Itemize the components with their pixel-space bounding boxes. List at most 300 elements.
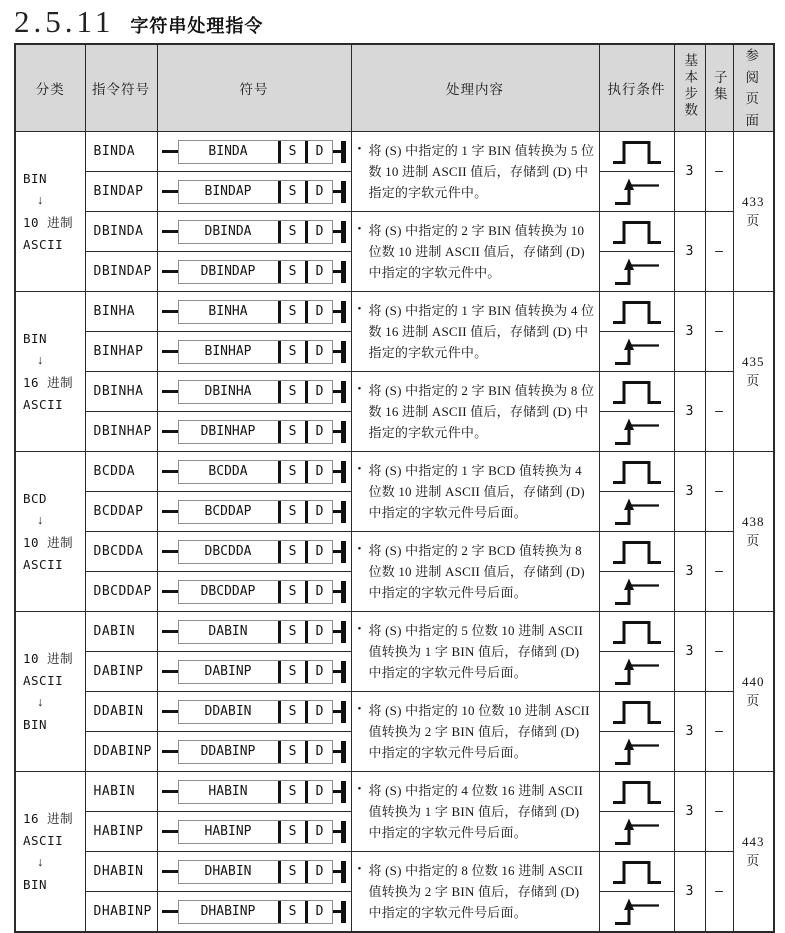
- steps-cell: 3: [674, 132, 705, 212]
- table-row: [15, 212, 774, 252]
- category-cell: [15, 132, 85, 292]
- bullet-marker: •: [357, 223, 362, 236]
- wire-left: [162, 710, 178, 713]
- instruction-name: DHABINP: [93, 904, 152, 920]
- symbol-cell: [157, 732, 351, 772]
- symbol-cell: [157, 652, 351, 692]
- instruction-box-label: DABIN: [208, 624, 248, 640]
- operand-s-cell: S: [278, 421, 305, 443]
- instruction-name-cell: [85, 492, 157, 532]
- symbol-cell: [157, 292, 351, 332]
- category-line: ASCII: [23, 396, 64, 412]
- bullet-marker: •: [357, 543, 362, 556]
- col-header-exec-condition: [599, 44, 674, 132]
- category-line: 10 进制: [23, 214, 74, 230]
- col-header-ref-page-label: 参阅页面: [745, 48, 761, 128]
- pulse-waveform-icon: [609, 697, 665, 727]
- wire-left: [162, 790, 178, 793]
- instruction-name-cell: [85, 692, 157, 732]
- wire-right: [333, 590, 341, 593]
- operand-s-cell: S: [278, 181, 305, 203]
- operand-d-cell: D: [305, 461, 332, 483]
- exec-condition-cell: [599, 892, 674, 932]
- instruction-box-label: DHABINP: [200, 904, 256, 920]
- instruction-name: BCDDA: [93, 464, 136, 480]
- ladder-symbol: [158, 220, 351, 244]
- section-title: 字符串处理指令: [130, 16, 264, 36]
- wire-left: [162, 150, 178, 153]
- wire-right: [333, 470, 341, 473]
- category-line: BIN: [23, 331, 48, 347]
- category-line: ↓: [37, 353, 44, 367]
- content-text-block: [358, 300, 595, 363]
- exec-condition-cell: [599, 172, 674, 212]
- instruction-name: BINDA: [93, 144, 136, 160]
- operand-s-cell: S: [278, 581, 305, 603]
- exec-condition-cell: [599, 492, 674, 532]
- category-line: BCD: [23, 491, 48, 507]
- right-rail: [341, 381, 346, 403]
- symbol-cell: [157, 492, 351, 532]
- wire-right: [333, 510, 341, 513]
- instruction-name-cell: [85, 652, 157, 692]
- operand-d-cell: D: [305, 901, 332, 923]
- subset-cell: –: [705, 372, 733, 452]
- instruction-name-cell: [85, 732, 157, 772]
- content-cell: [351, 692, 599, 772]
- category-line: 10 进制: [23, 534, 74, 550]
- rising-edge-icon: [609, 897, 665, 927]
- ref-page-cell: 433 页: [733, 132, 774, 292]
- instruction-box-label: BCDDAP: [204, 504, 252, 520]
- ref-page-cell: 438 页: [733, 452, 774, 612]
- instruction-box-label: HABIN: [208, 784, 248, 800]
- exec-condition-cell: [599, 772, 674, 812]
- operand-d-cell: D: [305, 701, 332, 723]
- symbol-cell: [157, 412, 351, 452]
- instruction-box: [178, 820, 333, 844]
- wire-right: [333, 910, 341, 913]
- pulse-waveform-icon: [609, 617, 665, 647]
- operand-s-cell: S: [278, 741, 305, 763]
- instruction-name-cell: [85, 772, 157, 812]
- bullet-marker: •: [357, 623, 362, 636]
- instruction-box-label: BINHA: [208, 304, 248, 320]
- rising-edge-icon: [609, 417, 665, 447]
- content-cell: [351, 852, 599, 932]
- ladder-symbol: [158, 820, 351, 844]
- wire-right: [333, 230, 341, 233]
- exec-condition-cell: [599, 812, 674, 852]
- instruction-name: DDABINP: [93, 744, 152, 760]
- content-text: 将 (S) 中指定的 2 字 BIN 值转换为 8 位数 16 进制 ASCII 值后，存储到 (D) 中指定的字软元件中。: [368, 383, 595, 441]
- right-rail: [341, 301, 346, 323]
- operand-d-cell: D: [305, 301, 332, 323]
- subset-cell: –: [705, 772, 733, 852]
- steps-cell: 3: [674, 852, 705, 932]
- operand-d-cell: D: [305, 741, 332, 763]
- ladder-symbol: [158, 140, 351, 164]
- exec-condition-cell: [599, 132, 674, 172]
- content-text-block: [358, 780, 595, 843]
- bullet-marker: •: [357, 783, 362, 796]
- operand-s-cell: S: [278, 381, 305, 403]
- symbol-cell: [157, 252, 351, 292]
- subset-cell: –: [705, 212, 733, 292]
- table-row: [15, 692, 774, 732]
- content-cell: [351, 612, 599, 692]
- instruction-name: DDABIN: [93, 704, 144, 720]
- instruction-box: [178, 180, 333, 204]
- content-cell: [351, 292, 599, 372]
- content-cell: [351, 372, 599, 452]
- operand-d-cell: D: [305, 381, 332, 403]
- operand-s-cell: S: [278, 821, 305, 843]
- operand-s-cell: S: [278, 661, 305, 683]
- wire-left: [162, 310, 178, 313]
- symbol-cell: [157, 572, 351, 612]
- col-header-content: [351, 44, 599, 132]
- bullet-marker: •: [357, 703, 362, 716]
- table-row: [15, 372, 774, 412]
- wire-left: [162, 230, 178, 233]
- operand-s-cell: S: [278, 541, 305, 563]
- instruction-box: [178, 860, 333, 884]
- wire-left: [162, 470, 178, 473]
- exec-condition-cell: [599, 292, 674, 332]
- operand-s-cell: S: [278, 501, 305, 523]
- operand-s-cell: S: [278, 781, 305, 803]
- col-header-basic-steps-label: 基本步数: [682, 53, 698, 120]
- right-rail: [341, 621, 346, 643]
- instruction-name-cell: [85, 172, 157, 212]
- pulse-waveform-icon: [609, 857, 665, 887]
- content-text: 将 (S) 中指定的 1 字 BCD 值转换为 4 位数 10 进制 ASCII 值后，存储到 (D) 中指定的字软元件号后面。: [368, 463, 585, 521]
- content-text-block: [358, 220, 595, 283]
- content-text: 将 (S) 中指定的 1 字 BIN 值转换为 5 位数 10 进制 ASCII 值后，存储到 (D) 中指定的字软元件中。: [368, 143, 595, 201]
- right-rail: [341, 421, 346, 443]
- right-rail: [341, 501, 346, 523]
- wire-left: [162, 350, 178, 353]
- operand-s-cell: S: [278, 341, 305, 363]
- wire-right: [333, 870, 341, 873]
- content-text: 将 (S) 中指定的 2 字 BIN 值转换为 10 位数 10 进制 ASCII 值后，存储到 (D) 中指定的字软元件中。: [368, 223, 585, 281]
- operand-s-cell: S: [278, 261, 305, 283]
- rising-edge-icon: [609, 817, 665, 847]
- instruction-box: [178, 340, 333, 364]
- instruction-box-label: DABINP: [204, 664, 252, 680]
- ladder-symbol: [158, 500, 351, 524]
- exec-condition-cell: [599, 652, 674, 692]
- exec-condition-cell: [599, 452, 674, 492]
- ladder-symbol: [158, 620, 351, 644]
- symbol-cell: [157, 612, 351, 652]
- pulse-waveform-icon: [609, 537, 665, 567]
- instruction-box-label: DDABINP: [200, 744, 256, 760]
- operand-d-cell: D: [305, 781, 332, 803]
- instruction-box-label: DBCDDA: [204, 544, 252, 560]
- category-cell: [15, 772, 85, 932]
- category-line: ↓: [37, 193, 44, 207]
- instruction-name-cell: [85, 612, 157, 652]
- symbol-cell: [157, 212, 351, 252]
- col-header-symbol-label: 符号: [239, 82, 269, 98]
- bullet-marker: •: [357, 303, 362, 316]
- right-rail: [341, 901, 346, 923]
- steps-cell: 3: [674, 692, 705, 772]
- instruction-name: HABINP: [93, 824, 144, 840]
- col-header-category-label: 分类: [35, 82, 65, 98]
- wire-left: [162, 270, 178, 273]
- col-header-symbol: [157, 44, 351, 132]
- col-header-ref-page: [733, 44, 774, 132]
- wire-left: [162, 430, 178, 433]
- rising-edge-icon: [609, 257, 665, 287]
- instruction-name: DHABIN: [93, 864, 144, 880]
- right-rail: [341, 581, 346, 603]
- content-text-block: [358, 700, 595, 763]
- wire-right: [333, 390, 341, 393]
- right-rail: [341, 701, 346, 723]
- operand-s-cell: S: [278, 301, 305, 323]
- wire-left: [162, 630, 178, 633]
- pulse-waveform-icon: [609, 377, 665, 407]
- steps-cell: 3: [674, 772, 705, 852]
- rising-edge-icon: [609, 177, 665, 207]
- ref-page-cell: 443 页: [733, 772, 774, 932]
- instruction-name-cell: [85, 372, 157, 412]
- category-line: ↓: [37, 854, 44, 869]
- steps-cell: 3: [674, 452, 705, 532]
- symbol-cell: [157, 852, 351, 892]
- category-line: ↓: [37, 513, 44, 527]
- ladder-symbol: [158, 460, 351, 484]
- ladder-symbol: [158, 860, 351, 884]
- instruction-box-label: HABINP: [204, 824, 252, 840]
- pulse-waveform-icon: [609, 297, 665, 327]
- instruction-box: [178, 220, 333, 244]
- rising-edge-icon: [609, 737, 665, 767]
- pulse-waveform-icon: [609, 137, 665, 167]
- wire-right: [333, 750, 341, 753]
- operand-d-cell: D: [305, 861, 332, 883]
- operand-d-cell: D: [305, 421, 332, 443]
- table-row: [15, 532, 774, 572]
- steps-cell: 3: [674, 612, 705, 692]
- instruction-box: [178, 460, 333, 484]
- content-text-block: [358, 620, 595, 683]
- operand-d-cell: D: [305, 821, 332, 843]
- table-row: [15, 772, 774, 812]
- content-text-block: [358, 140, 595, 203]
- content-text: 将 (S) 中指定的 8 位数 16 进制 ASCII 值转换为 2 字 BIN 值后，存储到 (D) 中指定的字软元件号后面。: [368, 863, 583, 921]
- right-rail: [341, 461, 346, 483]
- category-line: ASCII: [23, 236, 64, 252]
- bullet-marker: •: [357, 383, 362, 396]
- instruction-name-cell: [85, 212, 157, 252]
- ref-page-cell: 440 页: [733, 612, 774, 772]
- exec-condition-cell: [599, 212, 674, 252]
- operand-d-cell: D: [305, 141, 332, 163]
- instruction-name-cell: [85, 132, 157, 172]
- operand-d-cell: D: [305, 621, 332, 643]
- content-text-block: [358, 380, 595, 443]
- operand-s-cell: S: [278, 621, 305, 643]
- wire-right: [333, 270, 341, 273]
- col-header-category: [15, 44, 85, 132]
- content-text: 将 (S) 中指定的 2 字 BCD 值转换为 8 位数 10 进制 ASCII 值后，存储到 (D) 中指定的字软元件号后面。: [368, 543, 585, 601]
- wire-right: [333, 710, 341, 713]
- table-row: [15, 612, 774, 652]
- instruction-box: [178, 780, 333, 804]
- right-rail: [341, 861, 346, 883]
- col-header-exec-condition-label: 执行条件: [607, 82, 666, 98]
- exec-condition-cell: [599, 532, 674, 572]
- content-cell: [351, 532, 599, 612]
- steps-cell: 3: [674, 292, 705, 372]
- category-line: BIN: [23, 171, 48, 187]
- instruction-box: [178, 300, 333, 324]
- operand-d-cell: D: [305, 661, 332, 683]
- instruction-name: DBINDAP: [93, 264, 152, 280]
- content-cell: [351, 132, 599, 212]
- wire-left: [162, 670, 178, 673]
- instruction-name: DABINP: [93, 664, 144, 680]
- steps-cell: 3: [674, 212, 705, 292]
- instruction-name: BINDAP: [93, 184, 144, 200]
- steps-cell: 3: [674, 372, 705, 452]
- operand-d-cell: D: [305, 261, 332, 283]
- col-header-instruction-label: 指令符号: [92, 82, 150, 98]
- symbol-cell: [157, 172, 351, 212]
- content-cell: [351, 212, 599, 292]
- ladder-symbol: [158, 900, 351, 924]
- col-header-instruction: [85, 44, 157, 132]
- content-text-block: [358, 540, 595, 603]
- bullet-marker: •: [357, 143, 362, 156]
- wire-right: [333, 830, 341, 833]
- wire-left: [162, 910, 178, 913]
- category-line: 16 进制: [23, 374, 74, 390]
- exec-condition-cell: [599, 572, 674, 612]
- instruction-name-cell: [85, 892, 157, 932]
- ladder-symbol: [158, 260, 351, 284]
- instruction-name-cell: [85, 572, 157, 612]
- ladder-symbol: [158, 340, 351, 364]
- instruction-box: [178, 140, 333, 164]
- table-row: [15, 852, 774, 892]
- exec-condition-cell: [599, 852, 674, 892]
- wire-left: [162, 750, 178, 753]
- instruction-name-cell: [85, 452, 157, 492]
- symbol-cell: [157, 892, 351, 932]
- symbol-cell: [157, 372, 351, 412]
- instruction-name-cell: [85, 812, 157, 852]
- wire-right: [333, 550, 341, 553]
- bullet-marker: •: [357, 463, 362, 476]
- exec-condition-cell: [599, 612, 674, 652]
- instruction-name: DBINHA: [93, 384, 144, 400]
- section-number: 2.5.11: [14, 4, 115, 39]
- instruction-name-cell: [85, 412, 157, 452]
- ladder-symbol: [158, 540, 351, 564]
- ladder-symbol: [158, 300, 351, 324]
- category-line: ↓: [37, 694, 44, 709]
- category-line: 10 进制: [23, 651, 74, 667]
- instruction-table: [14, 43, 775, 933]
- subset-cell: –: [705, 612, 733, 692]
- instruction-name: HABIN: [93, 784, 136, 800]
- instruction-box: [178, 380, 333, 404]
- rising-edge-icon: [609, 657, 665, 687]
- category-cell: [15, 292, 85, 452]
- instruction-box: [178, 540, 333, 564]
- subset-cell: –: [705, 292, 733, 372]
- instruction-name-cell: [85, 532, 157, 572]
- wire-right: [333, 350, 341, 353]
- operand-d-cell: D: [305, 501, 332, 523]
- instruction-box: [178, 420, 333, 444]
- instruction-box-label: DHABIN: [204, 864, 252, 880]
- exec-condition-cell: [599, 732, 674, 772]
- instruction-box: [178, 700, 333, 724]
- content-text-block: [358, 860, 595, 923]
- operand-s-cell: S: [278, 701, 305, 723]
- ladder-symbol: [158, 420, 351, 444]
- operand-s-cell: S: [278, 221, 305, 243]
- content-text: 将 (S) 中指定的 5 位数 10 进制 ASCII 值转换为 1 字 BIN 值后，存储到 (D) 中指定的字软元件号后面。: [368, 623, 583, 681]
- subset-cell: –: [705, 692, 733, 772]
- right-rail: [341, 221, 346, 243]
- category-line: ASCII: [23, 556, 64, 572]
- symbol-cell: [157, 332, 351, 372]
- wire-left: [162, 590, 178, 593]
- ladder-symbol: [158, 180, 351, 204]
- wire-right: [333, 630, 341, 633]
- right-rail: [341, 661, 346, 683]
- table-row: [15, 132, 774, 172]
- col-header-subset: [705, 44, 733, 132]
- ladder-symbol: [158, 780, 351, 804]
- right-rail: [341, 181, 346, 203]
- exec-condition-cell: [599, 332, 674, 372]
- right-rail: [341, 341, 346, 363]
- bullet-marker: •: [357, 863, 362, 876]
- wire-left: [162, 870, 178, 873]
- instruction-box: [178, 660, 333, 684]
- instruction-name: DABIN: [93, 624, 136, 640]
- operand-d-cell: D: [305, 181, 332, 203]
- operand-d-cell: D: [305, 221, 332, 243]
- category-line: 16 进制: [23, 810, 74, 826]
- content-text: 将 (S) 中指定的 10 位数 10 进制 ASCII 值转换为 2 字 BIN 值后，存储到 (D) 中指定的字软元件号后面。: [368, 703, 590, 761]
- category-line: BIN: [23, 876, 48, 892]
- right-rail: [341, 141, 346, 163]
- content-text: 将 (S) 中指定的 1 字 BIN 值转换为 4 位数 16 进制 ASCII 值后，存储到 (D) 中指定的字软元件中。: [368, 303, 595, 361]
- instruction-name-cell: [85, 292, 157, 332]
- instruction-name-cell: [85, 252, 157, 292]
- symbol-cell: [157, 772, 351, 812]
- rising-edge-icon: [609, 577, 665, 607]
- col-header-basic-steps: [674, 44, 705, 132]
- instruction-name: BINHAP: [93, 344, 144, 360]
- rising-edge-icon: [609, 497, 665, 527]
- instruction-box-label: BINHAP: [204, 344, 252, 360]
- right-rail: [341, 261, 346, 283]
- exec-condition-cell: [599, 252, 674, 292]
- ladder-symbol: [158, 700, 351, 724]
- ladder-symbol: [158, 660, 351, 684]
